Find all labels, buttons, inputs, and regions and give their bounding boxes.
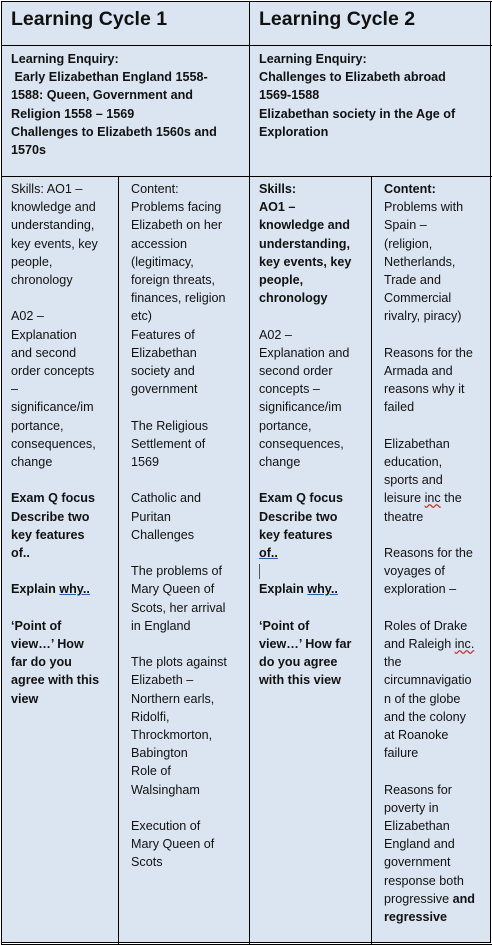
cycle2-point-of-view: ‘Point of view…’ How far do you agree with this view (259, 618, 352, 688)
cycle1-content-label: Content: (131, 182, 179, 196)
cycle2-enquiry-line: Elizabethan society in the Age of (259, 106, 456, 121)
cycle2-explain-why: why.. (307, 582, 338, 597)
cycle2-enquiry-line: Challenges to Elizabeth abroad (259, 70, 446, 85)
cycle1-content-settlement: The Religious Settlement of 1569 (131, 418, 209, 470)
cycle1-enquiry-line: 1588: Queen, Government and (11, 88, 193, 103)
cycle1-skills-label: Skills: AO1 – (11, 182, 83, 196)
cycle1-explain-why: why.. (59, 582, 90, 597)
cycle2-skills-ao2: A02 – Explanation and second order concepts – significance/im portance, consequences, change (259, 327, 350, 470)
cycle1-content-challenges: Catholic and Puritan Challenges (131, 491, 202, 542)
cycle1-content-mary: The problems of Mary Queen of Scots, her arrival in England (131, 564, 226, 633)
cycle2-content-voyages: Reasons for the voyages of exploration – (384, 546, 473, 597)
cycle1-enquiry-line: Challenges to Elizabeth 1560s and (11, 124, 217, 139)
cycle1-content-execution: Execution of Mary Queen of Scots (131, 819, 215, 870)
cycle1-enquiry-label: Learning Enquiry: (11, 52, 119, 66)
cycle1-skills-ao2: A02 – Explanation and second order concepts – significance/im portance, consequences, change (11, 309, 96, 470)
cycle1-exam-focus: Exam Q focus Describe two key features of.. (11, 491, 95, 561)
cycle1-enquiry-line: Religion 1558 – 1569 (11, 106, 135, 121)
cycle2-exam-of: of.. (259, 546, 278, 561)
cycle2-content-poverty: Reasons for poverty in Elizabethan England and government response both progressive and regressive (384, 782, 475, 925)
cycle2-content-education: Elizabethan education, sports and leisure inc the theatre (384, 436, 462, 524)
cycle2-explain: Explain why.. (259, 582, 338, 597)
cycle2-skills-label: Skills: (259, 182, 297, 196)
cycle2-title: Learning Cycle 2 (259, 8, 416, 30)
cycle2-content-drake-raleigh: Roles of Drake and Raleigh inc. the circumnavigatio n of the globe and the colony at Roanoke failure (384, 618, 475, 761)
cycle1-content-problems: Problems facing Elizabeth on her accession (legitimacy, foreign threats, finances, religion etc) Features of Elizabethan society and government (131, 200, 226, 397)
cycle1-content-plots: The plots against Elizabeth – Northern earls, Ridolfi, Throckmorton, Babington Role of Walsingham (131, 655, 227, 797)
cycle2-content-armada: Reasons for the Armada and reasons why it failed (384, 345, 473, 415)
cycle1-title-cell (1, 1, 250, 46)
cycle2-enquiry-line: 1569-1588 (259, 88, 320, 103)
cycle1-title: Learning Cycle 1 (11, 8, 168, 30)
cycle1-enquiry-cell (1, 45, 250, 177)
cycle2-enquiry-cell (249, 45, 492, 177)
cycle1-skills-ao1: knowledge and understanding, key events, key people, chronology (11, 200, 98, 288)
text-cursor (259, 562, 367, 580)
cycle2-content-cell (371, 176, 492, 945)
cycle2-content-label: Content: (384, 182, 436, 196)
cycle1-content-cell (118, 176, 250, 945)
cycle1-enquiry-line: 1570s (11, 143, 47, 158)
cycle1-point-of-view: ‘Point of view…’ How far do you agree with this view (11, 618, 100, 706)
cycle1-explain: Explain why.. (11, 582, 90, 597)
cycle2-content-spain: Problems with Spain – (religion, Netherlands, Trade and Commercial rivalry, piracy) (384, 200, 464, 324)
cycle1-skills-cell (1, 176, 119, 945)
cycle2-skills-cell (249, 176, 372, 945)
cycle2-enquiry-line: Exploration (259, 124, 329, 139)
cycle2-title-cell (249, 1, 492, 46)
cycle2-skills-ao1: AO1 – knowledge and understanding, key events, key people, chronology (259, 200, 352, 306)
cycle2-enquiry-label: Learning Enquiry: (259, 52, 367, 66)
cycle2-exam-focus: Exam Q focus Describe two key features (259, 491, 343, 542)
cycle1-enquiry-line: Early Elizabethan England 1558- (11, 70, 208, 85)
learning-cycles-table (1, 1, 491, 943)
